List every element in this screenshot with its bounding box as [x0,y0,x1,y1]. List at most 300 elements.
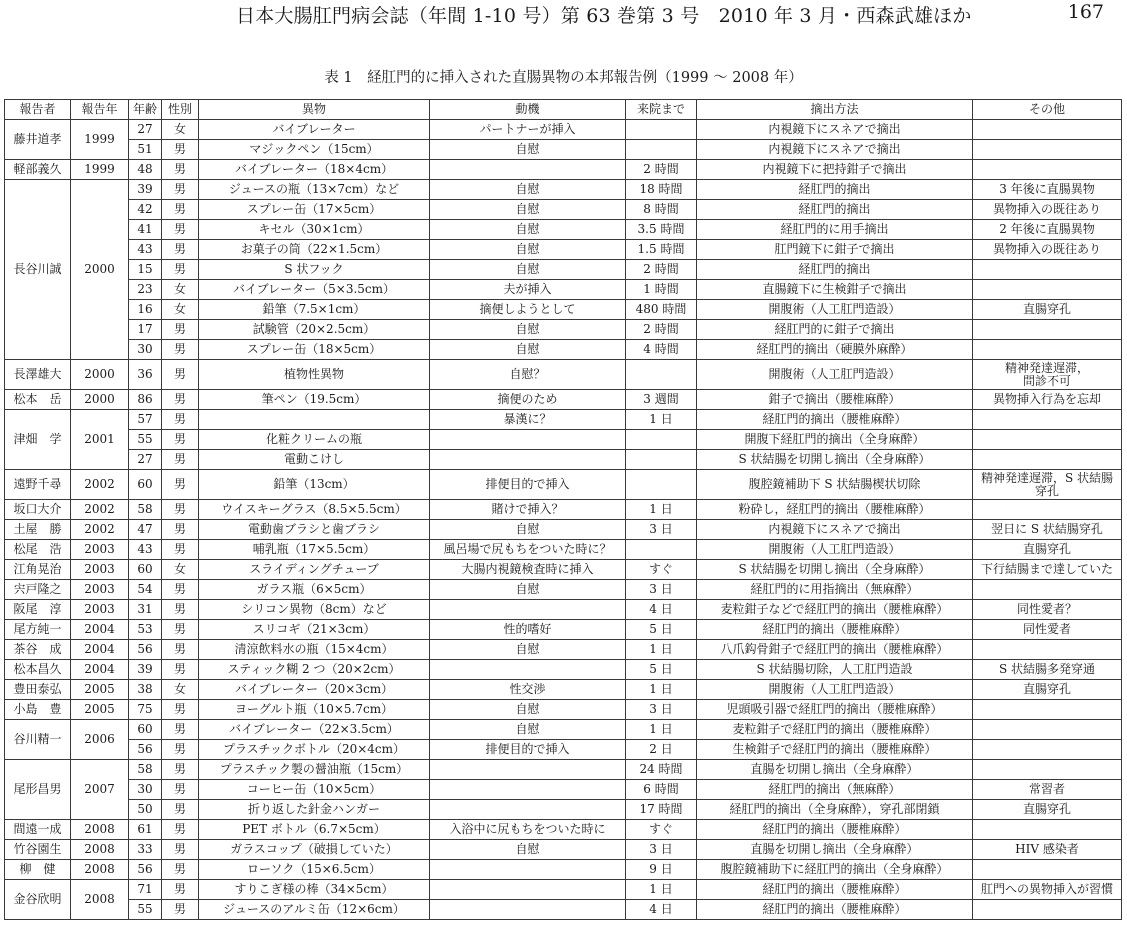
age-cell: 61 [129,820,162,840]
extraction-method-cell: 経肛門的に用手摘出 [697,220,973,240]
other-notes-cell [973,700,1122,720]
other-notes-cell [973,430,1122,450]
other-notes-cell [973,260,1122,280]
table-row [5,780,1122,800]
table-row [5,880,1122,900]
foreign-object-cell: 鉛筆（7.5×1cm） [199,300,430,320]
age-cell: 75 [129,700,162,720]
foreign-object-cell: バイブレーター [199,120,430,140]
age-cell: 56 [129,640,162,660]
table-row [5,300,1122,320]
table-row [5,580,1122,600]
foreign-object-cell: 電動歯ブラシと歯ブラシ [199,520,430,540]
age-cell: 56 [129,860,162,880]
extraction-method-cell: 開腹術（人工肛門造設） [697,300,973,320]
motive-cell: 夫が挿入 [430,280,626,300]
column-header-motive: 動機 [430,100,626,120]
foreign-object-cell: バイブレーター（18×4cm） [199,160,430,180]
time-to-visit-cell: 24 時間 [626,760,697,780]
foreign-object-cell: ローソク（15×6.5cm） [199,860,430,880]
sex-cell: 女 [162,560,199,580]
time-to-visit-cell [626,470,697,500]
sex-cell: 男 [162,500,199,520]
sex-cell: 女 [162,120,199,140]
column-header-year: 報告年 [71,100,129,120]
foreign-object-cell [199,410,430,430]
reporter-cell: 尾方純一 [5,620,71,640]
sex-cell: 女 [162,280,199,300]
table-row [5,430,1122,450]
age-cell: 27 [129,450,162,470]
report-year-cell: 2005 [71,680,129,700]
age-cell: 15 [129,260,162,280]
motive-cell: 自慰 [430,320,626,340]
motive-cell: 大腸内視鏡検査時に挿入 [430,560,626,580]
extraction-method-cell: 経肛門的摘出（腰椎麻酔） [697,880,973,900]
other-notes-cell [973,740,1122,760]
age-cell: 54 [129,580,162,600]
sex-cell: 男 [162,600,199,620]
extraction-method-cell: 開腹術（人工肛門造設） [697,540,973,560]
motive-cell: 暴漢に？ [430,410,626,430]
other-notes-cell [973,140,1122,160]
report-year-cell: 2008 [71,820,129,840]
table-row [5,760,1122,780]
extraction-method-cell: 経肛門的摘出（腰椎麻酔） [697,820,973,840]
other-notes-cell: 下行結腸まで達していた [973,560,1122,580]
reporter-cell: 宍戸隆之 [5,580,71,600]
report-year-cell: 2000 [71,360,129,390]
motive-cell: 自慰 [430,140,626,160]
extraction-method-cell: 内視鏡下にスネアで摘出 [697,140,973,160]
time-to-visit-cell: 3.5 時間 [626,220,697,240]
page-number: 167 [1067,1,1104,23]
reporter-cell: 豊田泰弘 [5,680,71,700]
motive-cell [430,160,626,180]
sex-cell: 男 [162,780,199,800]
extraction-method-cell: 経肛門的摘出（硬膜外麻酔） [697,340,973,360]
report-year-cell: 2003 [71,540,129,560]
other-notes-cell [973,580,1122,600]
foreign-object-cell: S 状フック [199,260,430,280]
foreign-object-cell: スプレー缶（17×5cm） [199,200,430,220]
age-cell: 58 [129,760,162,780]
other-notes-cell [973,340,1122,360]
motive-cell [430,860,626,880]
sex-cell: 男 [162,220,199,240]
motive-cell: 排便目的で挿入 [430,740,626,760]
time-to-visit-cell [626,540,697,560]
time-to-visit-cell: 480 時間 [626,300,697,320]
time-to-visit-cell: 8 時間 [626,200,697,220]
motive-cell [430,880,626,900]
reporter-cell: 松尾 浩 [5,540,71,560]
motive-cell [430,430,626,450]
reporter-cell: 金谷欣明 [5,880,71,920]
foreign-object-cell: マジックペン（15cm） [199,140,430,160]
reporter-cell: 長谷川誠 [5,180,71,360]
age-cell: 42 [129,200,162,220]
extraction-method-cell: 経肛門的摘出 [697,260,973,280]
extraction-method-cell: 麦粒鉗子で経肛門的摘出（腰椎麻酔） [697,720,973,740]
age-cell: 53 [129,620,162,640]
time-to-visit-cell: 17 時間 [626,800,697,820]
other-notes-cell [973,120,1122,140]
time-to-visit-cell: すぐ [626,560,697,580]
table-row [5,120,1122,140]
table-row [5,320,1122,340]
age-cell: 55 [129,430,162,450]
reporter-cell: 坂口大介 [5,500,71,520]
motive-cell: 排便目的で挿入 [430,470,626,500]
other-notes-cell [973,450,1122,470]
table-row [5,220,1122,240]
motive-cell: 自慰 [430,260,626,280]
time-to-visit-cell: 3 日 [626,580,697,600]
extraction-method-cell: 開腹術（人工肛門造設） [697,680,973,700]
extraction-method-cell: 経肛門的に用指摘出（無麻酔） [697,580,973,600]
table-row [5,560,1122,580]
foreign-object-cell: キセル（30×1cm） [199,220,430,240]
age-cell: 60 [129,720,162,740]
column-header-object: 異物 [199,100,430,120]
foreign-object-cell: スティック糊 2 つ（20×2cm） [199,660,430,680]
foreign-object-cell: PET ボトル（6.7×5cm） [199,820,430,840]
motive-cell [430,780,626,800]
report-year-cell: 2000 [71,390,129,410]
report-year-cell: 2002 [71,500,129,520]
table-row [5,720,1122,740]
report-year-cell: 2008 [71,840,129,860]
time-to-visit-cell: すぐ [626,820,697,840]
other-notes-cell [973,900,1122,920]
extraction-method-cell: 児頭吸引器で経肛門的摘出（腰椎麻酔） [697,700,973,720]
age-cell: 56 [129,740,162,760]
motive-cell: パートナーが挿入 [430,120,626,140]
motive-cell: 自慰 [430,180,626,200]
table-row [5,280,1122,300]
report-year-cell: 2003 [71,600,129,620]
report-year-cell: 2004 [71,660,129,680]
other-notes-cell: 翌日に S 状結腸穿孔 [973,520,1122,540]
table-row [5,700,1122,720]
reporter-cell: 長澤雄大 [5,360,71,390]
extraction-method-cell: 経肛門的摘出 [697,200,973,220]
extraction-method-cell: 経肛門的摘出 [697,180,973,200]
sex-cell: 男 [162,520,199,540]
time-to-visit-cell: 2 時間 [626,160,697,180]
other-notes-cell: 同性愛者 [973,620,1122,640]
other-notes-cell: 直腸穿孔 [973,300,1122,320]
age-cell: 38 [129,680,162,700]
sex-cell: 男 [162,470,199,500]
age-cell: 23 [129,280,162,300]
time-to-visit-cell: 2 時間 [626,260,697,280]
age-cell: 60 [129,560,162,580]
motive-cell: 自慰 [430,720,626,740]
motive-cell: 摘便しようとして [430,300,626,320]
table-row [5,620,1122,640]
table-row [5,470,1122,500]
sex-cell: 男 [162,660,199,680]
report-year-cell: 2002 [71,520,129,540]
foreign-object-cell: プラスチックボトル（20×4cm） [199,740,430,760]
sex-cell: 男 [162,760,199,780]
table-row [5,540,1122,560]
foreign-object-cell: ヨーグルト瓶（10×5.7cm） [199,700,430,720]
foreign-object-cell: ウイスキーグラス（8.5×5.5cm） [199,500,430,520]
other-notes-cell [973,640,1122,660]
reporter-cell: 間遠一成 [5,820,71,840]
foreign-object-cell: 哺乳瓶（17×5.5cm） [199,540,430,560]
other-notes-cell [973,860,1122,880]
report-year-cell: 2003 [71,560,129,580]
sex-cell: 男 [162,340,199,360]
sex-cell: 男 [162,200,199,220]
extraction-method-cell: 経肛門的摘出（全身麻酔），穿孔部閉鎖 [697,800,973,820]
motive-cell: 自慰？ [430,360,626,390]
extraction-method-cell: 八爪鈎骨鉗子で経肛門的摘出（腰椎麻酔） [697,640,973,660]
extraction-method-cell: 肛門鏡下に鉗子で摘出 [697,240,973,260]
extraction-method-cell: 麦粒鉗子などで経肛門的摘出（腰椎麻酔） [697,600,973,620]
time-to-visit-cell [626,450,697,470]
other-notes-cell [973,320,1122,340]
other-notes-cell: 3 年後に直腸異物 [973,180,1122,200]
motive-cell: 自慰 [430,200,626,220]
extraction-method-cell: 生検鉗子で経肛門的摘出（腰椎麻酔） [697,740,973,760]
other-notes-cell: 異物挿入の既往あり [973,200,1122,220]
sex-cell: 男 [162,450,199,470]
time-to-visit-cell: 1 時間 [626,280,697,300]
table-row [5,640,1122,660]
extraction-method-cell: 腹腔鏡補助下に経肛門的摘出（全身麻酔） [697,860,973,880]
sex-cell: 男 [162,360,199,390]
column-header-other: その他 [973,100,1122,120]
table-row [5,740,1122,760]
extraction-method-cell: 経肛門的摘出（腰椎麻酔） [697,900,973,920]
time-to-visit-cell: 4 日 [626,600,697,620]
foreign-object-cell: コーヒー缶（10×5cm） [199,780,430,800]
motive-cell [430,900,626,920]
other-notes-cell: 同性愛者？ [973,600,1122,620]
table-row [5,820,1122,840]
other-notes-cell [973,500,1122,520]
sex-cell: 男 [162,720,199,740]
time-to-visit-cell: 3 日 [626,520,697,540]
foreign-object-cell: 鉛筆（13cm） [199,470,430,500]
extraction-method-cell: 経肛門的摘出（無麻酔） [697,780,973,800]
sex-cell: 男 [162,320,199,340]
table-row [5,840,1122,860]
motive-cell [430,760,626,780]
age-cell: 58 [129,500,162,520]
table-row [5,360,1122,390]
other-notes-cell: 精神発達遅滞， 問診不可 [973,360,1122,390]
reporter-cell: 茶谷 成 [5,640,71,660]
time-to-visit-cell: 2 時間 [626,320,697,340]
foreign-object-cell: スライディングチューブ [199,560,430,580]
sex-cell: 男 [162,540,199,560]
sex-cell: 男 [162,580,199,600]
table-row [5,500,1122,520]
reporter-cell: 阪尾 淳 [5,600,71,620]
reporter-cell: 竹谷園生 [5,840,71,860]
foreign-object-cell: バイブレーター（20×3cm） [199,680,430,700]
column-header-sex: 性別 [162,100,199,120]
report-year-cell: 2004 [71,640,129,660]
time-to-visit-cell [626,120,697,140]
sex-cell: 男 [162,140,199,160]
report-year-cell: 2007 [71,760,129,820]
column-header-time: 来院まで [626,100,697,120]
sex-cell: 男 [162,410,199,430]
report-year-cell: 2008 [71,880,129,920]
extraction-method-cell: 直腸を切開し摘出（全身麻酔） [697,840,973,860]
foreign-object-cell: プラスチック製の醤油瓶（15cm） [199,760,430,780]
motive-cell [430,450,626,470]
reporter-cell: 尾形昌男 [5,760,71,820]
foreign-object-cell: すりこぎ様の棒（34×5cm） [199,880,430,900]
age-cell: 48 [129,160,162,180]
age-cell: 41 [129,220,162,240]
motive-cell: 自慰 [430,340,626,360]
sex-cell: 男 [162,430,199,450]
other-notes-cell: 精神発達遅滞，S 状結腸 穿孔 [973,470,1122,500]
other-notes-cell [973,760,1122,780]
foreign-object-cell: ガラスコップ（破損していた） [199,840,430,860]
foreign-object-cell: 化粧クリームの瓶 [199,430,430,450]
age-cell: 17 [129,320,162,340]
sex-cell: 男 [162,240,199,260]
extraction-method-cell: S 状結腸を切開し摘出（全身麻酔） [697,560,973,580]
report-year-cell: 2008 [71,860,129,880]
age-cell: 27 [129,120,162,140]
age-cell: 43 [129,540,162,560]
case-report-table [4,99,1122,920]
time-to-visit-cell [626,140,697,160]
reporter-cell: 松本昌久 [5,660,71,680]
table-row [5,340,1122,360]
sex-cell: 男 [162,700,199,720]
motive-cell: 自慰 [430,220,626,240]
other-notes-cell: HIV 感染者 [973,840,1122,860]
foreign-object-cell: ジュースのアルミ缶（12×6cm） [199,900,430,920]
report-year-cell: 2002 [71,470,129,500]
foreign-object-cell: バイブレーター（5×3.5cm） [199,280,430,300]
age-cell: 57 [129,410,162,430]
table-header-row [5,100,1122,120]
reporter-cell: 谷川精一 [5,720,71,760]
time-to-visit-cell: 4 時間 [626,340,697,360]
foreign-object-cell: シリコン異物（8cm）など [199,600,430,620]
extraction-method-cell: 経肛門的に鉗子で摘出 [697,320,973,340]
extraction-method-cell: 内視鏡下にスネアで摘出 [697,120,973,140]
reporter-cell: 遠野千尋 [5,470,71,500]
time-to-visit-cell: 4 日 [626,900,697,920]
other-notes-cell [973,410,1122,430]
table-row [5,520,1122,540]
other-notes-cell: 2 年後に直腸異物 [973,220,1122,240]
sex-cell: 男 [162,390,199,410]
motive-cell: 摘便のため [430,390,626,410]
age-cell: 71 [129,880,162,900]
report-year-cell: 2005 [71,700,129,720]
column-header-method: 摘出方法 [697,100,973,120]
reporter-cell: 江角晃治 [5,560,71,580]
time-to-visit-cell [626,360,697,390]
journal-citation: 日本大腸肛門病会誌（年間 1-10 号）第 63 巻第 3 号 2010 年 3 月・西森武雄ほか [236,5,972,27]
other-notes-cell: 直腸穿孔 [973,540,1122,560]
reporter-cell: 松本 岳 [5,390,71,410]
report-year-cell: 1999 [71,160,129,180]
foreign-object-cell: ガラス瓶（6×5cm） [199,580,430,600]
extraction-method-cell: 開腹術（人工肛門造設） [697,360,973,390]
table-row [5,660,1122,680]
column-header-age: 年齢 [129,100,162,120]
table-row [5,410,1122,430]
report-year-cell: 2003 [71,580,129,600]
table-row [5,800,1122,820]
table-row [5,860,1122,880]
table-row [5,680,1122,700]
motive-cell: 風呂場で尻もちをついた時に？ [430,540,626,560]
time-to-visit-cell: 3 日 [626,840,697,860]
sex-cell: 女 [162,680,199,700]
time-to-visit-cell: 9 日 [626,860,697,880]
report-year-cell: 2000 [71,180,129,360]
motive-cell: 自慰 [430,580,626,600]
age-cell: 30 [129,340,162,360]
age-cell: 43 [129,240,162,260]
motive-cell: 性的嗜好 [430,620,626,640]
other-notes-cell [973,160,1122,180]
age-cell: 51 [129,140,162,160]
motive-cell [430,800,626,820]
sex-cell: 男 [162,860,199,880]
extraction-method-cell: 鉗子で摘出（腰椎麻酔） [697,390,973,410]
motive-cell [430,600,626,620]
sex-cell: 男 [162,260,199,280]
sex-cell: 男 [162,840,199,860]
sex-cell: 男 [162,620,199,640]
sex-cell: 男 [162,880,199,900]
extraction-method-cell: 経肛門的摘出（腰椎麻酔） [697,620,973,640]
age-cell: 86 [129,390,162,410]
foreign-object-cell: ジュースの瓶（13×7cm）など [199,180,430,200]
table-row [5,140,1122,160]
extraction-method-cell: S 状結腸を切開し摘出（全身麻酔） [697,450,973,470]
other-notes-cell: 異物挿入の既往あり [973,240,1122,260]
foreign-object-cell: 電動こけし [199,450,430,470]
time-to-visit-cell: 1 日 [626,410,697,430]
reporter-cell: 柳 健 [5,860,71,880]
reporter-cell: 津畑 学 [5,410,71,470]
table-row [5,450,1122,470]
foreign-object-cell: 植物性異物 [199,360,430,390]
age-cell: 33 [129,840,162,860]
report-year-cell: 1999 [71,120,129,160]
other-notes-cell: 異物挿入行為を忘却 [973,390,1122,410]
age-cell: 16 [129,300,162,320]
running-head [0,0,1127,30]
time-to-visit-cell: 18 時間 [626,180,697,200]
time-to-visit-cell: 5 日 [626,620,697,640]
age-cell: 60 [129,470,162,500]
extraction-method-cell: 開腹下経肛門的摘出（全身麻酔） [697,430,973,450]
sex-cell: 男 [162,740,199,760]
other-notes-cell [973,280,1122,300]
sex-cell: 男 [162,640,199,660]
